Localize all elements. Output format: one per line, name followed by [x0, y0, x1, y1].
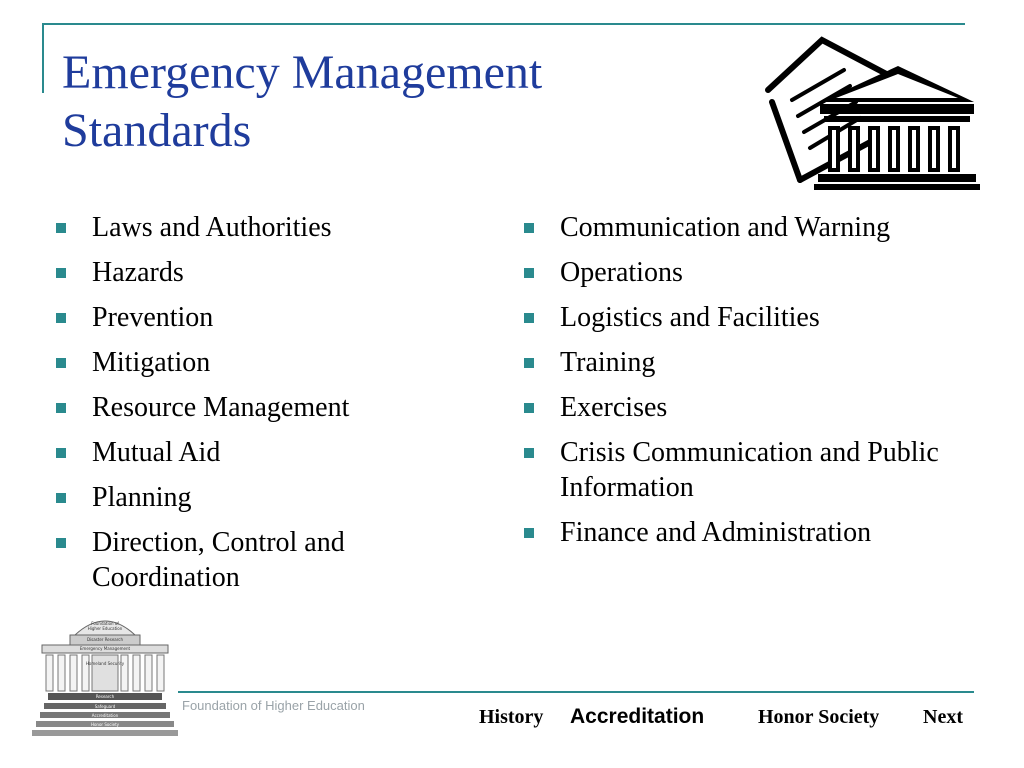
list-item: Operations [524, 255, 964, 290]
logo-text: Accreditation [91, 713, 119, 718]
footer-org-text: Foundation of Higher Education [182, 698, 365, 713]
logo-text: Safeguard [94, 704, 116, 709]
footer-rule [178, 691, 974, 693]
standards-list-right [524, 210, 964, 560]
bullet-icon [56, 223, 66, 233]
bullet-icon [524, 403, 534, 413]
bullet-icon [56, 493, 66, 503]
nav-history-link[interactable]: History [479, 706, 544, 728]
list-item: Crisis Communication and Public Information [524, 435, 964, 505]
logo-text: Research [95, 694, 115, 699]
bullet-icon [524, 528, 534, 538]
bullet-icon [56, 538, 66, 548]
list-item: Laws and Authorities [56, 210, 456, 245]
bullet-icon [524, 358, 534, 368]
logo-text: Higher Education [87, 626, 123, 631]
left-rule [42, 23, 44, 93]
nav-honor-society-link[interactable]: Honor Society [758, 706, 880, 728]
slide-title [62, 44, 702, 160]
list-item: Finance and Administration [524, 515, 964, 550]
list-item: Resource Management [56, 390, 456, 425]
nav-accreditation-link[interactable]: Accreditation [570, 705, 705, 728]
logo-text: Foundation of [91, 621, 119, 626]
top-rule [42, 23, 965, 25]
list-item: Communication and Warning [524, 210, 964, 245]
bullet-icon [56, 268, 66, 278]
courthouse-document-icon [762, 30, 980, 194]
bullet-icon [56, 448, 66, 458]
logo-text: Disaster Research [86, 637, 124, 642]
list-item: Logistics and Facilities [524, 300, 964, 335]
title-line-2: Standards [62, 104, 252, 157]
bullet-icon [56, 403, 66, 413]
list-item: Training [524, 345, 964, 380]
logo-text: Honor Society [90, 722, 120, 727]
standards-list-left [56, 210, 456, 605]
list-item: Mutual Aid [56, 435, 456, 470]
bullet-icon [524, 313, 534, 323]
title-line-1: Emergency Management [62, 46, 543, 99]
list-item: Hazards [56, 255, 456, 290]
logo-text: Emergency Management [79, 646, 131, 651]
list-item: Direction, Control and Coordination [56, 525, 456, 595]
list-item: Planning [56, 480, 456, 515]
bullet-icon [56, 358, 66, 368]
foundation-building-logo [30, 605, 180, 740]
list-item: Mitigation [56, 345, 456, 380]
bullet-icon [524, 448, 534, 458]
list-item: Exercises [524, 390, 964, 425]
list-item: Prevention [56, 300, 456, 335]
bullet-icon [524, 223, 534, 233]
logo-text: Homeland Security [85, 661, 125, 666]
bullet-icon [524, 268, 534, 278]
nav-next-link[interactable]: Next [923, 706, 963, 728]
bullet-icon [56, 313, 66, 323]
